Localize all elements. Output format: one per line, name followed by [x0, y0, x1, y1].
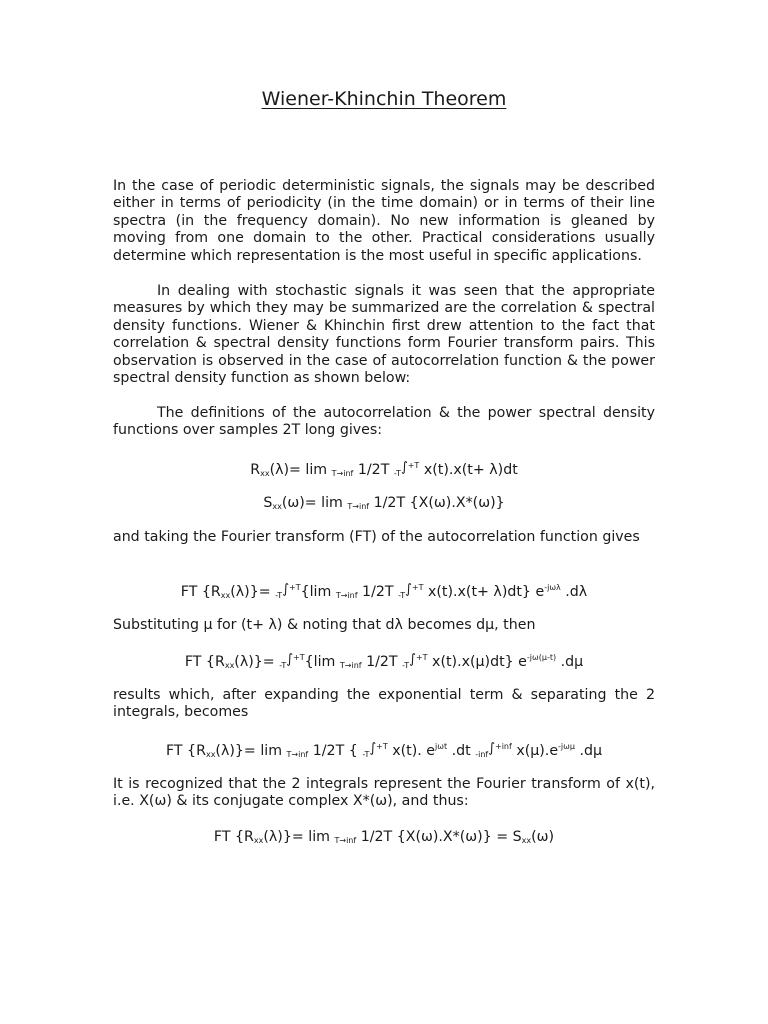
paragraph-6: results which, after expanding the exponential term & separating the 2 integrals, becomes — [113, 687, 655, 721]
paragraph-5: Substituting μ for (t+ λ) & noting that dλ becomes dμ, then — [113, 617, 536, 633]
integral-sign: ∫ — [405, 582, 412, 597]
equation-psd: $S_{xx}(\omega)= \lim _{T\to inf}$ 1/2T {X(ω).X*(ω)} — [263, 495, 505, 511]
equation-autocorrelation: $R_{xx}(\lambda)= \lim _{T\to inf}$ 1/2T $_{-T}$∫$^{+T}$ x(t).x(t+ λ)dt — [250, 460, 518, 478]
paragraph-3: The definitions of the autocorrelation & the power spectral density functions over samples 2T long gives: — [113, 405, 655, 439]
integral-sign: ∫ — [369, 741, 377, 756]
document-title: Wiener-Khinchin Theorem — [261, 88, 507, 110]
integral-sign: ∫ — [286, 652, 294, 667]
integral-sign: ∫ — [282, 582, 289, 597]
integral-sign: ∫ — [400, 460, 408, 475]
paragraph-4: and taking the Fourier transform (FT) of the autocorrelation function gives — [113, 529, 640, 545]
paragraph-7: It is recognized that the 2 integrals represent the Fourier transform of x(t), i.e. X(ω) & its conjugate complex X*(ω), and thus: — [113, 776, 655, 810]
equation-ft-autocorrelation: FT $\{R_{xx}(\lambda)\}= _{-T}\int^{+T}\{\lim$ $_{T\to inf}$ 1/2T $_{-T}$∫$^{+T}$ x(t).x(t+ λ)dt} $e^{-j\omega\lambda}$ .dλ — [180, 582, 588, 600]
integral-sign: ∫ — [409, 652, 416, 667]
integral-sign: ∫ — [488, 741, 495, 756]
equation-substitution: FT $\{R_{xx}(\lambda)\}= _{-T}\int^{+T}\{\lim$ $_{T\to inf}$ 1/2T $_{-T}$∫$^{+T}$ x(t).x(μ)dt} $e^{-j\omega(\mu-t)}$ .dμ — [184, 652, 584, 670]
paragraph-1: In the case of periodic deterministic signals, the signals may be described either in terms of periodicity (in the time domain) or in terms of their line spectra (in the frequency domain). No new information is gleaned by moving from one domain to the other. Practical considerations usually determine which representation is the most useful in specific applications. — [113, 178, 655, 264]
paragraph-2: In dealing with stochastic signals it was seen that the appropriate measures by which they may be summarized are the correlation & spectral density functions. Wiener & Khinchin first drew attention to the fact that correlation & spectral density functions form Fourier transform pairs. This observation is observed in the case of autocorrelation function & the power spectral density function as shown below: — [113, 283, 655, 387]
equation-separated-integrals: FT $\{R_{xx}(\lambda)\}= \lim _{T\to inf}$ 1/2T { $_{-T}$∫$^{+T}$ x(t). $e^{j\omega t}$ .dt $_{-inf}$∫$^{+inf}$ $x(\mu).e^{-j\omega\mu}$ .dμ — [165, 741, 603, 759]
equation-result: FT $\{R_{xx}(\lambda)\}= \lim _{T\to inf}$ 1/2T $\{X(\omega).X*(\omega)\} = S_{xx}(\omega)$ — [213, 829, 555, 845]
